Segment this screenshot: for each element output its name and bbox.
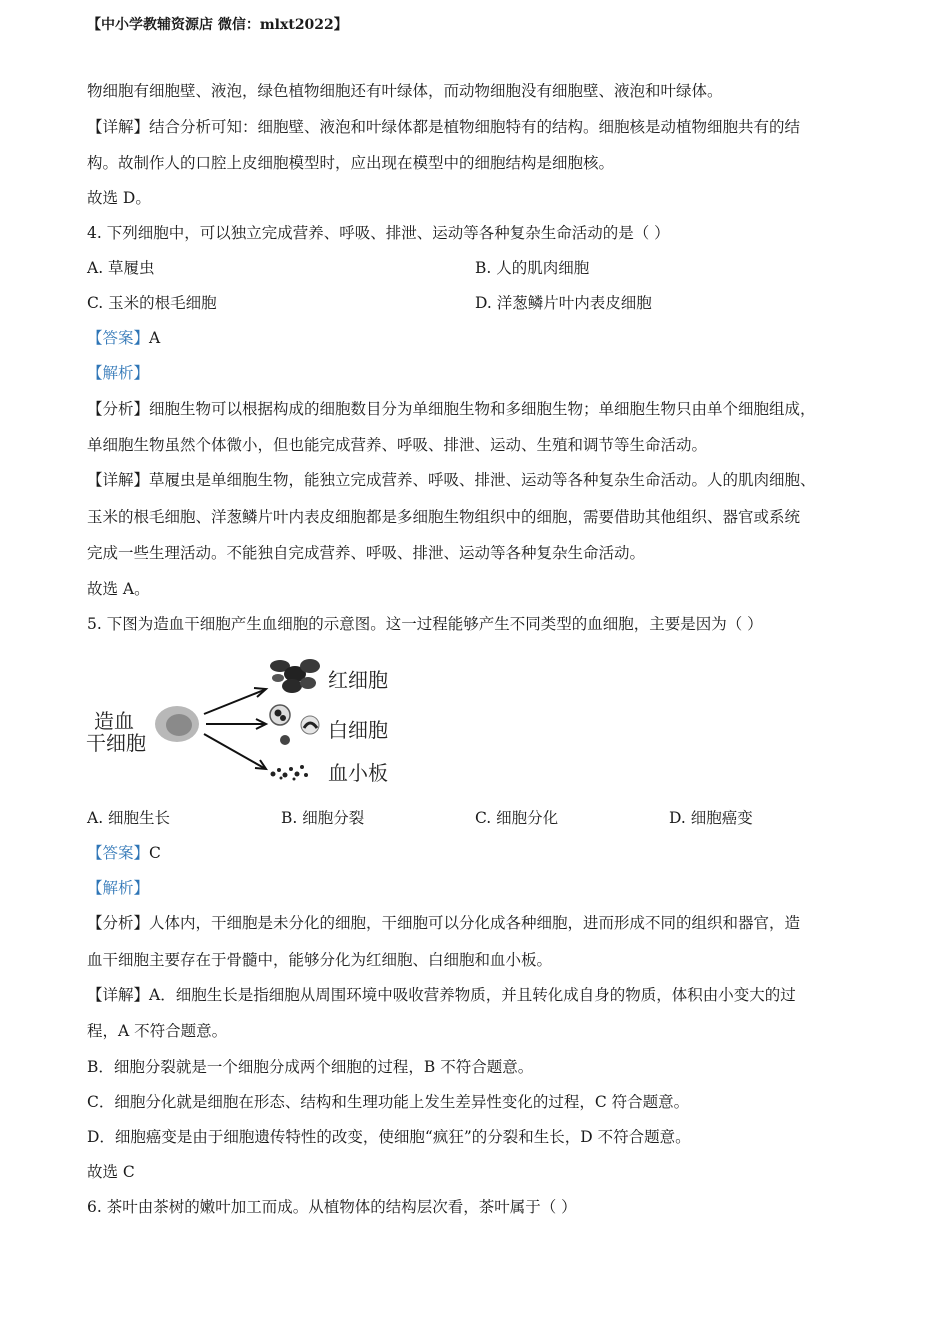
stem-cell-label-line-1: 造血 (94, 709, 134, 733)
answer-value: C (149, 844, 161, 862)
white-blood-cell-icon (270, 705, 319, 745)
answer-label: 【答案】 (87, 844, 150, 862)
q4-answer (87, 327, 160, 349)
q3-explanation-tail: 物细胞有细胞壁、液泡，绿色植物细胞还有叶绿体，而动物细胞没有细胞壁、液泡和叶绿体。 (87, 82, 723, 100)
q4-detail-line-1: 【详解】草履虫是单细胞生物，能独立完成营养、呼吸、排泄、运动等各种复杂生命活动。人的肌肉细胞、 (87, 471, 816, 489)
q4-analysis-label: 【解析】 (87, 364, 150, 382)
q5-stem: 5. 下图为造血干细胞产生血细胞的示意图。这一过程能够产生不同类型的血细胞，主要是因为（ ） (87, 615, 763, 633)
platelet-label: 血小板 (328, 761, 388, 785)
q4-option-d: D. 洋葱鳞片叶内表皮细胞 (475, 294, 652, 312)
q4-fenxi-line-1: 【分析】细胞生物可以根据构成的细胞数目分为单细胞生物和多细胞生物；单细胞生物只由单个细胞组成， (87, 400, 816, 418)
answer-label: 【答案】 (87, 329, 150, 347)
q5-detail-c: C．细胞分化就是细胞在形态、结构和生理功能上发生差异性变化的过程，C 符合题意。 (87, 1093, 690, 1111)
arrow-icon (204, 688, 266, 769)
q5-option-d: D. 细胞癌变 (669, 809, 753, 827)
q6-stem: 6. 茶叶由茶树的嫩叶加工而成。从植物体的结构层次看，茶叶属于（ ） (87, 1198, 577, 1216)
q5-answer (87, 842, 161, 864)
q5-detail-b: B．细胞分裂就是一个细胞分成两个细胞的过程，B 不符合题意。 (87, 1058, 534, 1076)
stem-cell-label-line-2: 干细胞 (86, 731, 146, 755)
q3-choice: 故选 D。 (87, 189, 151, 207)
platelet-icon (271, 765, 309, 781)
page-header: 【中小学教辅资源店 微信：mlxt2022】 (87, 17, 348, 33)
red-blood-cell-icon (270, 659, 320, 693)
q5-detail-d: D．细胞癌变是由于细胞遗传特性的改变，使细胞“疯狂”的分裂和生长，D 不符合题意。 (87, 1128, 691, 1146)
q4-option-b: B. 人的肌肉细胞 (475, 259, 590, 277)
q3-detail-line-1: 【详解】结合分析可知：细胞壁、液泡和叶绿体都是植物细胞特有的结构。细胞核是动植物细胞共有的结 (87, 118, 801, 136)
q5-option-c: C. 细胞分化 (475, 809, 559, 827)
q5-option-a: A. 细胞生长 (87, 809, 171, 827)
stem-cell-icon (155, 706, 199, 742)
q4-stem: 4. 下列细胞中，可以独立完成营养、呼吸、排泄、运动等各种复杂生命活动的是（ ） (87, 224, 670, 242)
q4-detail-line-2: 玉米的根毛细胞、洋葱鳞片叶内表皮细胞都是多细胞生物组织中的细胞，需要借助其他组织、器官或系统 (87, 508, 801, 526)
answer-value: A (149, 329, 161, 347)
q4-choice: 故选 A。 (87, 580, 150, 598)
q5-choice: 故选 C (87, 1163, 135, 1181)
hematopoiesis-diagram (80, 648, 410, 788)
rbc-label: 红细胞 (328, 668, 388, 692)
q4-option-a: A. 草履虫 (87, 259, 155, 277)
q4-option-c: C. 玉米的根毛细胞 (87, 294, 217, 312)
q5-fenxi-line-1: 【分析】人体内，干细胞是未分化的细胞，干细胞可以分化成各种细胞，进而形成不同的组织和器官，造 (87, 914, 801, 932)
q5-analysis-label: 【解析】 (87, 879, 150, 897)
q5-detail-line-1: 【详解】A．细胞生长是指细胞从周围环境中吸收营养物质，并且转化成自身的物质，体积由小变大的过 (87, 986, 796, 1004)
q5-option-b: B. 细胞分裂 (281, 809, 365, 827)
wbc-label: 白细胞 (328, 718, 388, 742)
q5-fenxi-line-2: 血干细胞主要存在于骨髓中，能够分化为红细胞、白细胞和血小板。 (87, 951, 553, 969)
q3-detail-line-2: 构。故制作人的口腔上皮细胞模型时，应出现在模型中的细胞结构是细胞核。 (87, 154, 615, 172)
q4-detail-line-3: 完成一些生理活动。不能独自完成营养、呼吸、排泄、运动等各种复杂生命活动。 (87, 544, 646, 562)
q5-detail-line-2: 程，A 不符合题意。 (87, 1022, 228, 1040)
q4-fenxi-line-2: 单细胞生物虽然个体微小，但也能完成营养、呼吸、排泄、运动、生殖和调节等生命活动。 (87, 436, 708, 454)
